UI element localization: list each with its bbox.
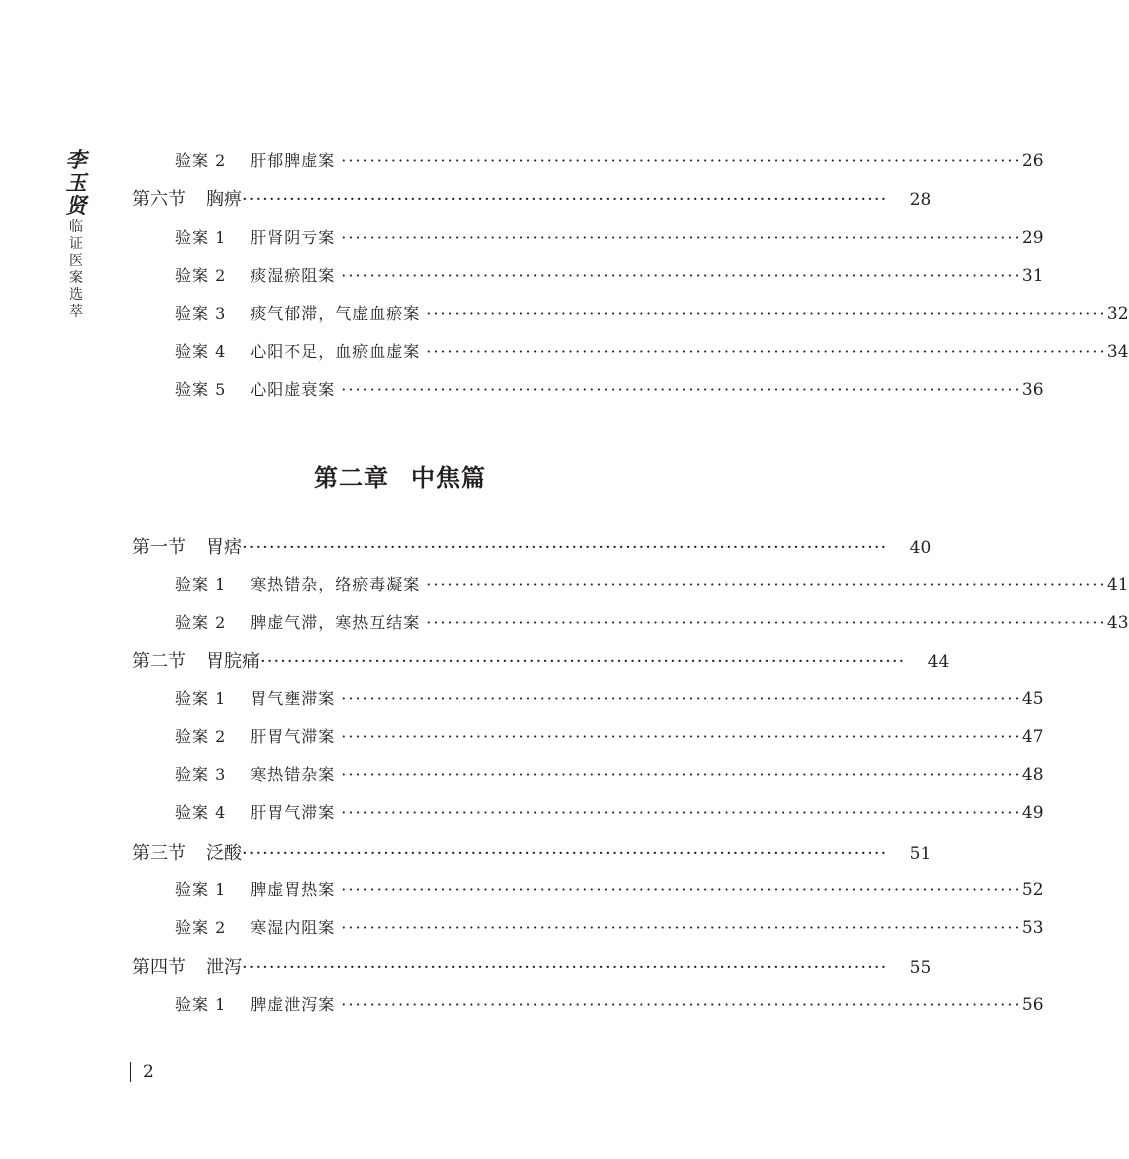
entry-page: 49 (1021, 803, 1044, 823)
entry-label: 验案 3 (175, 765, 227, 784)
entry-label: 第一节 (132, 537, 186, 558)
entry-page: 51 (909, 844, 932, 864)
entry-title: 寒热错杂案 (250, 765, 336, 784)
entry-page: 31 (1021, 266, 1044, 286)
entry-title: 脾虚泄泻案 (250, 995, 336, 1014)
toc-entry-case (175, 377, 1044, 400)
page-footer (130, 1062, 154, 1082)
entry-page: 29 (1021, 228, 1044, 248)
entry-page: 32 (1106, 304, 1129, 324)
leader-dots: ································································································ (341, 995, 1022, 1014)
entry-page: 40 (909, 538, 932, 558)
entry-title: 寒湿内阻案 (250, 918, 336, 937)
entry-title: 心阳虚衰案 (250, 380, 336, 399)
leader-dots: ································································································ (341, 266, 1022, 285)
toc-entry-case (175, 915, 1044, 938)
entry-page: 43 (1106, 613, 1129, 633)
leader-dots: ································································································ (242, 957, 888, 978)
toc-entry-section (132, 953, 932, 979)
page-number: 2 (143, 1062, 154, 1082)
chapter-number: 第二章 (314, 463, 389, 492)
leader-dots: ································································································ (426, 304, 1107, 323)
toc-entry-case (175, 800, 1044, 823)
toc-entry-case (175, 877, 1044, 900)
running-head-vertical (62, 148, 90, 321)
entry-title: 胃脘痛 (206, 651, 260, 672)
leader-dots: ································································································ (341, 228, 1022, 247)
entry-title: 寒热错杂，络瘀毒凝案 (250, 575, 421, 594)
entry-page: 48 (1021, 765, 1044, 785)
leader-dots: ································································································ (341, 689, 1022, 708)
entry-title: 肝胃气滞案 (250, 803, 336, 822)
toc-entry-case (175, 301, 1129, 324)
entry-title: 脾虚气滞，寒热互结案 (250, 613, 421, 632)
running-head-char: 证 (69, 236, 83, 252)
entry-label: 验案 1 (175, 228, 227, 247)
toc-entry-case (175, 339, 1129, 362)
entry-label: 验案 3 (175, 304, 227, 323)
leader-dots: ································································································ (341, 380, 1022, 399)
leader-dots: ································································································ (242, 537, 888, 558)
entry-label: 验案 1 (175, 689, 227, 708)
footer-rule (130, 1062, 131, 1082)
entry-title: 胸痹 (206, 189, 242, 210)
running-head-char: 临 (69, 219, 83, 235)
entry-page: 41 (1106, 575, 1129, 595)
toc-entry-section (132, 185, 932, 211)
toc-entry-case (175, 225, 1044, 248)
entry-title: 泄泻 (206, 957, 242, 978)
running-head-author (66, 148, 87, 217)
running-head-char: 案 (69, 270, 83, 286)
entry-page: 44 (927, 652, 950, 672)
entry-page: 55 (909, 958, 932, 978)
entry-title: 肝肾阴亏案 (250, 228, 336, 247)
leader-dots: ································································································ (426, 575, 1107, 594)
entry-page: 34 (1106, 342, 1129, 362)
entry-page: 36 (1021, 380, 1044, 400)
entry-label: 验案 1 (175, 880, 227, 899)
entry-title: 胃气壅滞案 (250, 689, 336, 708)
running-head-char: 贤 (65, 193, 87, 218)
entry-label: 第二节 (132, 651, 186, 672)
entry-page: 53 (1021, 918, 1044, 938)
toc-entry-case (175, 762, 1044, 785)
entry-title: 泛酸 (206, 843, 242, 864)
entry-label: 验案 5 (175, 380, 227, 399)
running-head-char: 萃 (69, 304, 83, 320)
leader-dots: ································································································ (341, 765, 1022, 784)
leader-dots: ································································································ (260, 651, 906, 672)
chapter-title: 中焦篇 (411, 463, 486, 492)
toc-entry-case (175, 263, 1044, 286)
toc-entry-section (132, 647, 950, 673)
toc-entry-case (175, 724, 1044, 747)
entry-label: 验案 2 (175, 613, 227, 632)
running-head-book-title (69, 219, 83, 321)
running-head-char: 选 (69, 287, 83, 303)
entry-label: 验案 2 (175, 727, 227, 746)
leader-dots: ································································································ (341, 151, 1022, 170)
entry-title: 脾虚胃热案 (250, 880, 336, 899)
toc-entry-case (175, 992, 1044, 1015)
leader-dots: ································································································ (341, 918, 1022, 937)
entry-page: 52 (1021, 880, 1044, 900)
entry-label: 验案 2 (175, 151, 227, 170)
entry-title: 肝胃气滞案 (250, 727, 336, 746)
toc-entry-section (132, 839, 932, 865)
leader-dots: ································································································ (426, 613, 1107, 632)
entry-page: 28 (909, 190, 932, 210)
entry-label: 验案 2 (175, 266, 227, 285)
entry-label: 第六节 (132, 189, 186, 210)
entry-page: 47 (1021, 727, 1044, 747)
running-head-char: 李 (65, 147, 87, 172)
leader-dots: ································································································ (341, 880, 1022, 899)
entry-title: 胃痞 (206, 537, 242, 558)
toc-entry-case (175, 148, 1044, 171)
entry-label: 验案 1 (175, 995, 227, 1014)
entry-title: 痰气郁滞，气虚血瘀案 (250, 304, 421, 323)
running-head-char: 医 (69, 253, 83, 269)
entry-label: 验案 4 (175, 803, 227, 822)
entry-title: 心阳不足，血瘀血虚案 (250, 342, 421, 361)
entry-label: 验案 4 (175, 342, 227, 361)
toc-entry-case (175, 610, 1129, 633)
leader-dots: ································································································ (242, 189, 888, 210)
entry-page: 26 (1021, 151, 1044, 171)
toc-entry-case (175, 572, 1129, 595)
entry-label: 验案 2 (175, 918, 227, 937)
entry-page: 56 (1021, 995, 1044, 1015)
entry-title: 肝郁脾虚案 (250, 151, 336, 170)
leader-dots: ································································································ (426, 342, 1107, 361)
leader-dots: ································································································ (242, 843, 888, 864)
leader-dots: ································································································ (341, 727, 1022, 746)
toc-entry-case (175, 686, 1044, 709)
leader-dots: ································································································ (341, 803, 1022, 822)
entry-label: 第三节 (132, 843, 186, 864)
running-head-char: 玉 (65, 170, 87, 195)
entry-label: 第四节 (132, 957, 186, 978)
toc-entry-section (132, 533, 932, 559)
entry-label: 验案 1 (175, 575, 227, 594)
entry-title: 痰湿瘀阻案 (250, 266, 336, 285)
chapter-heading (0, 458, 800, 493)
entry-page: 45 (1021, 689, 1044, 709)
